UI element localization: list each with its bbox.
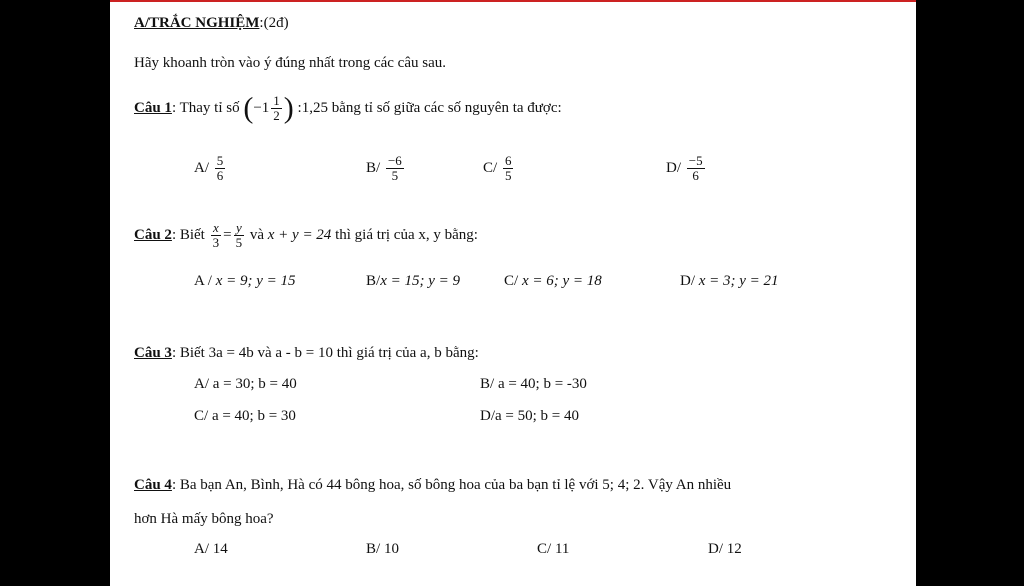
option-value: 10 (383, 541, 399, 557)
q1-option-b[interactable] (366, 154, 406, 183)
q3-option-d[interactable] (480, 407, 579, 425)
option-value: x = 3; y = 21 (698, 273, 779, 289)
fraction-denominator: 5 (504, 168, 512, 183)
option-key: B/ (366, 273, 381, 289)
fraction-x-over-3 (211, 221, 222, 250)
fraction-numerator: 6 (504, 153, 512, 168)
q3-option-a[interactable] (194, 375, 297, 393)
option-key: D/ (708, 541, 723, 557)
left-paren: ( (243, 91, 254, 125)
option-value: a = 30; b = 40 (212, 376, 297, 392)
fraction-numerator: −6 (387, 153, 402, 168)
right-paren: ) (283, 91, 294, 125)
option-key: B/ (366, 159, 381, 176)
section-points: :(2đ) (259, 15, 289, 31)
question-3-label: Câu 3 (134, 345, 172, 361)
q1-option-d[interactable] (666, 154, 707, 183)
mixed-whole: −1 (253, 100, 270, 116)
instruction-text: Hãy khoanh tròn vào ý đúng nhất trong các câu sau. (134, 55, 446, 71)
question-3 (134, 344, 479, 362)
option-value: 14 (212, 541, 228, 557)
question-2-text-after: thì giá trị của x, y bằng: (335, 227, 478, 243)
question-4-text-line1: : Ba bạn An, Bình, Hà có 44 bông hoa, số bông hoa của ba bạn tỉ lệ với 5; 4; 2. Vậy An nhiều (171, 477, 732, 493)
question-2-label: Câu 2 (134, 227, 172, 243)
q2-option-c[interactable] (504, 272, 602, 290)
option-value: x = 9; y = 15 (215, 273, 296, 289)
q2-option-a[interactable] (194, 272, 296, 290)
option-key: B/ (366, 541, 381, 557)
option-value: a = 40; b = 30 (211, 408, 296, 424)
option-key: C/ (537, 541, 552, 557)
fraction-numerator: −5 (688, 153, 703, 168)
question-2-text-before: : Biết (171, 227, 205, 243)
fraction-numerator: x (212, 220, 219, 236)
q4-option-a[interactable] (194, 540, 228, 558)
q4-option-c[interactable] (537, 540, 569, 558)
option-fraction (386, 154, 404, 183)
question-1-text-after: :1,25 bằng tỉ số giữa các số nguyên ta được: (297, 100, 562, 116)
section-heading (134, 14, 289, 32)
option-key: A/ (194, 541, 209, 557)
option-value: 11 (554, 541, 570, 557)
option-value: x = 15; y = 9 (380, 273, 460, 289)
equals-sign: = (223, 227, 232, 243)
section-title: A/TRẮC NGHIỆM (134, 15, 260, 31)
question-3-text: : Biết 3a = 4b và a - b = 10 thì giá trị của a, b bằng: (171, 345, 479, 361)
sum-expression: x + y = 24 (267, 227, 332, 243)
worksheet-page (110, 0, 916, 586)
fraction-denominator: 5 (391, 168, 399, 183)
mixed-fraction (271, 94, 282, 123)
option-value: = 50; b = 40 (505, 408, 580, 424)
option-key: D/a (480, 408, 502, 424)
fraction-denominator: 6 (692, 168, 699, 183)
fraction-denominator: 2 (273, 108, 280, 124)
option-key: A/ (194, 159, 209, 176)
option-value: a = 40; b = -30 (497, 376, 587, 392)
option-value: 12 (726, 541, 742, 557)
q1-option-c[interactable] (483, 154, 515, 183)
q4-option-d[interactable] (708, 540, 742, 558)
fraction-numerator: y (235, 220, 242, 236)
question-2 (134, 218, 478, 252)
option-key: A/ (194, 376, 209, 392)
fraction-denominator: 5 (235, 235, 243, 251)
option-key: A / (194, 273, 212, 289)
option-key: C/ (504, 273, 519, 289)
q2-option-d[interactable] (680, 272, 779, 290)
option-key: D/ (666, 159, 681, 176)
q2-option-b[interactable] (366, 272, 460, 290)
q1-option-a[interactable] (194, 154, 227, 183)
q4-option-b[interactable] (366, 540, 399, 558)
option-fraction (687, 154, 705, 183)
option-value: x = 6; y = 18 (521, 273, 602, 289)
question-1 (134, 90, 562, 126)
question-4 (134, 476, 731, 494)
option-key: C/ (194, 408, 209, 424)
question-4-label: Câu 4 (134, 477, 172, 493)
fraction-denominator: 6 (216, 168, 224, 183)
fraction-numerator: 5 (216, 153, 224, 168)
option-fraction (215, 154, 226, 183)
option-key: D/ (680, 273, 695, 289)
question-1-label: Câu 1 (134, 100, 172, 116)
q3-option-b[interactable] (480, 375, 587, 393)
option-key: B/ (480, 376, 495, 392)
question-1-text-before: : Thay tỉ số (171, 100, 240, 116)
conjunction: và (249, 227, 264, 243)
fraction-numerator: 1 (273, 93, 280, 109)
fraction-denominator: 3 (212, 235, 220, 251)
fraction-y-over-5 (234, 221, 245, 250)
q3-option-c[interactable] (194, 407, 296, 425)
option-key: C/ (483, 159, 498, 176)
question-4-text-line2: hơn Hà mấy bông hoa? (134, 511, 274, 527)
option-fraction (503, 154, 514, 183)
